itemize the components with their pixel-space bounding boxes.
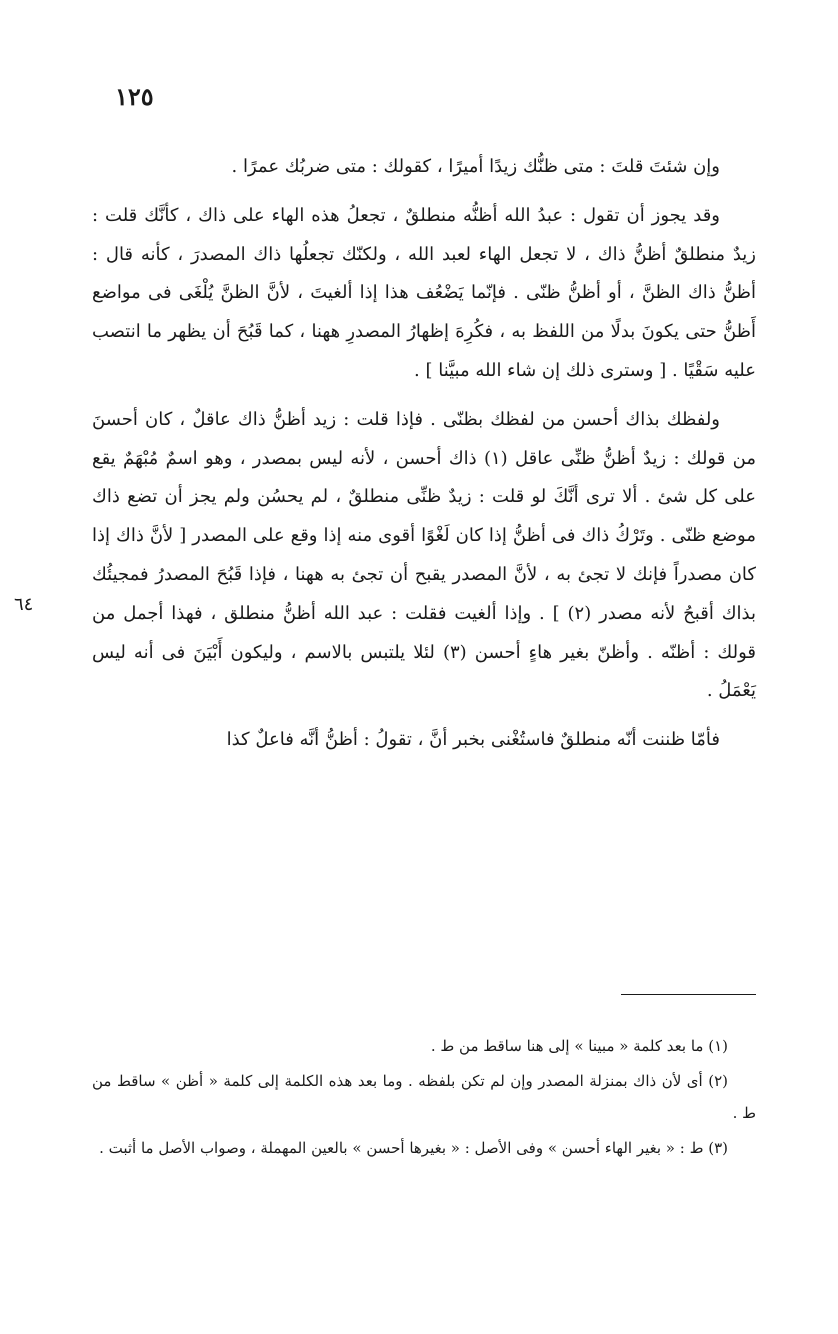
footnote-divider: [621, 994, 756, 995]
footnote: (٢) أى لأن ذاك بمنزلة المصدر وإن لم تكن بلفظه . وما بعد هذه الكلمة إلى كلمة « أظن » ساقط من ط .: [92, 1072, 756, 1122]
page-number: ١٢٥: [115, 82, 154, 111]
paragraph: فأمّا ظننت أنّه منطلقٌ فاستُغْنى بخبر أنَّ ، تقولُ : أظنُّ أنَّه فاعلٌ كذا: [226, 729, 720, 751]
footnote: (٣) ط : « بغير الهاء أحسن » وفى الأصل : « بغيرها أحسن » بالعين المهملة ، وصواب الأصل ما أثبت .: [99, 1139, 728, 1157]
footnote: (١) ما بعد كلمة « مبينا » إلى هنا ساقط من ط .: [430, 1037, 728, 1055]
paragraph: ولفظك بذاك أحسن من لفظك بظنّى . فإذا قلت : زيد أظنُّ ذاك عاقلٌ ، كان أحسنَ من قولك : زيدٌ أظنُّ ظنِّى عاقل (١) ذاك أحسن ، لأنه ليس بمصدر ، وهو اسمٌ مُبْهَمٌ يقع على كل شئ . ألا ترى أنَّكَ لو قلت : زيدٌ ظنِّى منطلقٌ ، لم يحسُن ولم يجز أن تضع ذاك موضع ظنّى . وتَرْكُ ذاك فى أظنُّ إذا كان لَغْوًا أقوى منه إذا وقع على المصدر [ لأنَّ ذاك إذا كان مصدراً فإنك لا تجئ به ، لأنَّ المصدر يقبح أن تجئ به ههنا ، فإذا قَبُحَ المصدرُ فمجيئُك بذاك أقبحُ لأنه مصدر (٢) ] . وإذا ألغيت فقلت : عبد الله أظنُّ منطلق ، فهذا أجمل من قولك : أظنّه . وأظنّ بغير هاءٍ أحسن (٣) لئلا يلتبس بالاسم ، وليكون أَبْيَنَ فى أنه ليس يَعْمَلُ .: [92, 408, 756, 702]
main-text: [92, 148, 756, 760]
paragraph: وقد يجوز أن تقول : عبدُ الله أظنُّه منطلقٌ ، تجعلُ هذه الهاء على ذاك ، كأنَّك قلت : زيدٌ منطلقٌ أظنُّ ذاك ، لا تجعل الهاء لعبد الله ، ولكنّك تجعلُها ذاك المصدرَ ، كأنه قال : أظنُّ ذاك الظنَّ ، أو أظنُّ ظنّى . فإنّما يَضْعُف هذا إذا ألغيتَ ، لأنَّ الظنَّ يُلْغَى فى مواضع أَظنُّ حتى يكونَ بدلًا من اللفظ به ، فكُرِهَ إظهارُ المصدرِ ههنا ، كما قَبُحَ أن يظهر ما انتصب عليه سَقْيًا . [ وسترى ذلك إن شاء الله مبيَّنا ] .: [92, 204, 756, 381]
footnotes: [92, 1030, 756, 1167]
margin-reference-number: ٦٤: [14, 594, 34, 615]
paragraph: وإن شئتَ قلتَ : متى ظنُّك زيدًا أميرًا ، كقولك : متى ضربُك عمرًا .: [231, 156, 720, 177]
